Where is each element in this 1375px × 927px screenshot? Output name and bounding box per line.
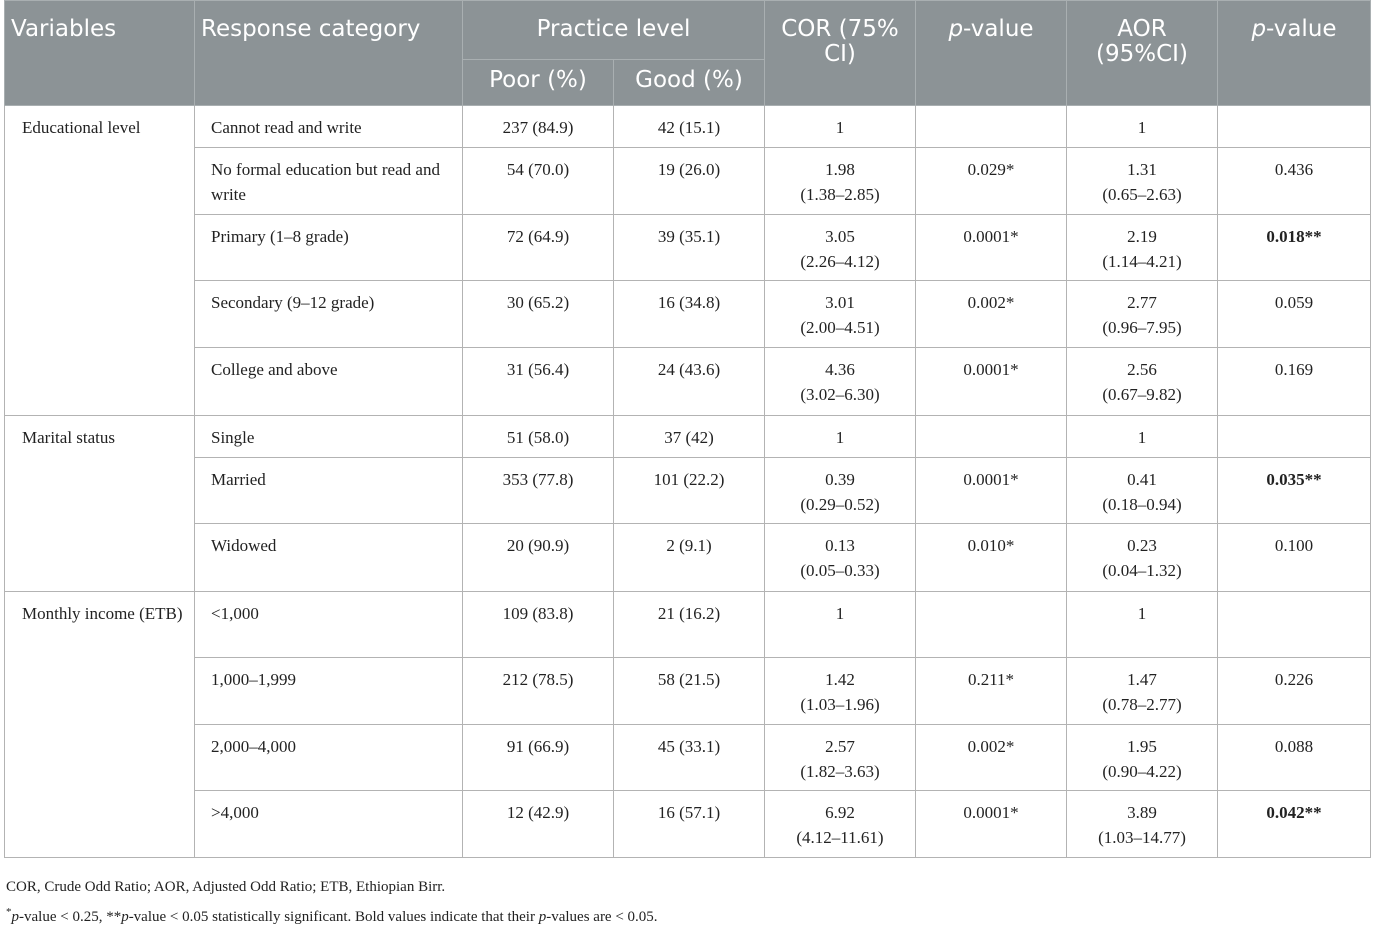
good-cell: 21 (16.2) — [614, 592, 765, 658]
aor-value: 0.23 — [1127, 536, 1157, 555]
p1-cell — [916, 592, 1067, 658]
p2-cell-significant: 0.042** — [1218, 791, 1371, 858]
aor-cell — [1067, 524, 1218, 592]
table-row — [5, 215, 1371, 281]
aor-ci: (0.78–2.77) — [1102, 695, 1182, 714]
good-cell: 42 (15.1) — [614, 106, 765, 148]
cor-value: 6.92 — [825, 803, 855, 822]
category-cell: 1,000–1,999 — [195, 658, 463, 725]
poor-cell: 237 (84.9) — [463, 106, 614, 148]
cor-value: 2.57 — [825, 737, 855, 756]
aor-cell — [1067, 148, 1218, 215]
category-cell: Widowed — [195, 524, 463, 592]
aor-cell — [1067, 416, 1218, 458]
cor-value: 1 — [835, 118, 845, 137]
header-p-value-2-italic: p — [1251, 16, 1267, 42]
cor-cell — [765, 148, 916, 215]
p2-cell — [1218, 416, 1371, 458]
header-practice-level: Practice level — [463, 1, 765, 60]
category-cell: 2,000–4,000 — [195, 725, 463, 791]
table-row — [5, 458, 1371, 524]
table-row — [5, 348, 1371, 416]
variable-cell: Marital status — [5, 416, 195, 592]
header-p-value-2 — [1218, 1, 1371, 106]
aor-ci: (0.04–1.32) — [1102, 561, 1182, 580]
p1-cell: 0.0001* — [916, 348, 1067, 416]
cor-ci: (4.12–11.61) — [796, 828, 884, 847]
footnote-abbreviations: COR, Crude Odd Ratio; AOR, Adjusted Odd Ratio; ETB, Ethiopian Birr. — [6, 879, 446, 895]
aor-ci: (1.03–14.77) — [1098, 828, 1186, 847]
table-row — [5, 148, 1371, 215]
p1-cell: 0.0001* — [916, 458, 1067, 524]
aor-value: 1 — [1137, 118, 1147, 137]
category-cell: College and above — [195, 348, 463, 416]
aor-ci: (1.14–4.21) — [1102, 252, 1182, 271]
footnote-mid-2: -value < 0.05 statistically significant. Bold values indicate that their — [128, 909, 539, 925]
poor-cell: 20 (90.9) — [463, 524, 614, 592]
p2-cell: 0.226 — [1218, 658, 1371, 725]
category-cell: Single — [195, 416, 463, 458]
category-cell: >4,000 — [195, 791, 463, 858]
variable-cell: Educational level — [5, 106, 195, 416]
good-cell: 39 (35.1) — [614, 215, 765, 281]
p2-cell-significant: 0.035** — [1218, 458, 1371, 524]
footnote-star: * — [6, 906, 12, 918]
poor-cell: 212 (78.5) — [463, 658, 614, 725]
poor-cell: 30 (65.2) — [463, 281, 614, 348]
good-cell: 16 (34.8) — [614, 281, 765, 348]
aor-cell — [1067, 658, 1218, 725]
header-p-value-1-italic: p — [948, 16, 964, 42]
poor-cell: 109 (83.8) — [463, 592, 614, 658]
cor-cell — [765, 348, 916, 416]
header-p-value-1 — [916, 1, 1067, 106]
table-row — [5, 524, 1371, 592]
aor-ci: (0.67–9.82) — [1102, 385, 1182, 404]
aor-value: 1 — [1137, 428, 1147, 447]
p2-cell: 0.100 — [1218, 524, 1371, 592]
p1-cell: 0.0001* — [916, 215, 1067, 281]
aor-value: 3.89 — [1127, 803, 1157, 822]
cor-value: 3.01 — [825, 293, 855, 312]
footnote-p-1: p — [11, 909, 19, 925]
table-row — [5, 725, 1371, 791]
category-cell: <1,000 — [195, 592, 463, 658]
aor-value: 2.77 — [1127, 293, 1157, 312]
good-cell: 58 (21.5) — [614, 658, 765, 725]
cor-cell — [765, 215, 916, 281]
header-response-category: Response category — [195, 1, 463, 106]
good-cell: 19 (26.0) — [614, 148, 765, 215]
p2-cell-significant: 0.018** — [1218, 215, 1371, 281]
aor-value: 2.19 — [1127, 227, 1157, 246]
aor-cell — [1067, 348, 1218, 416]
footnote-mid-1: -value < 0.25, ** — [19, 909, 122, 925]
cor-value: 1 — [835, 604, 845, 623]
poor-cell: 353 (77.8) — [463, 458, 614, 524]
good-cell: 37 (42) — [614, 416, 765, 458]
table-row — [5, 658, 1371, 725]
aor-ci: (0.65–2.63) — [1102, 185, 1182, 204]
cor-ci: (0.05–0.33) — [800, 561, 880, 580]
cor-ci: (0.29–0.52) — [800, 495, 880, 514]
cor-value: 0.13 — [825, 536, 855, 555]
table-row — [5, 592, 1371, 658]
footnote-end: -values are < 0.05. — [546, 909, 658, 925]
table-row — [5, 281, 1371, 348]
header-variables: Variables — [5, 1, 195, 106]
cor-cell — [765, 592, 916, 658]
footnote-p-2: p — [121, 909, 129, 925]
category-cell: No formal education but read and write — [195, 148, 463, 215]
aor-value: 2.56 — [1127, 360, 1157, 379]
header-aor: AOR (95%CI) — [1067, 1, 1218, 106]
aor-cell — [1067, 215, 1218, 281]
p1-cell — [916, 416, 1067, 458]
p1-cell: 0.211* — [916, 658, 1067, 725]
aor-ci: (0.18–0.94) — [1102, 495, 1182, 514]
p2-cell: 0.059 — [1218, 281, 1371, 348]
cor-cell — [765, 458, 916, 524]
p1-cell: 0.010* — [916, 524, 1067, 592]
footnote-p-3: p — [538, 909, 547, 925]
p2-cell: 0.436 — [1218, 148, 1371, 215]
aor-value: 1.31 — [1127, 160, 1157, 179]
category-cell: Cannot read and write — [195, 106, 463, 148]
poor-cell: 31 (56.4) — [463, 348, 614, 416]
cor-value: 4.36 — [825, 360, 855, 379]
cor-ci: (2.00–4.51) — [800, 318, 880, 337]
good-cell: 16 (57.1) — [614, 791, 765, 858]
cor-cell — [765, 658, 916, 725]
poor-cell: 12 (42.9) — [463, 791, 614, 858]
header-p-value-2-rest: -value — [1266, 16, 1337, 42]
p1-cell: 0.002* — [916, 725, 1067, 791]
cor-cell — [765, 791, 916, 858]
cor-ci: (3.02–6.30) — [800, 385, 880, 404]
poor-cell: 91 (66.9) — [463, 725, 614, 791]
aor-value: 1.47 — [1127, 670, 1157, 689]
cor-ci: (1.82–3.63) — [800, 762, 880, 781]
aor-cell — [1067, 791, 1218, 858]
table-row — [5, 416, 1371, 458]
header-p-value-1-rest: -value — [963, 16, 1034, 42]
table-row — [5, 106, 1371, 148]
cor-cell — [765, 416, 916, 458]
cor-value: 1.42 — [825, 670, 855, 689]
cor-value: 1.98 — [825, 160, 855, 179]
footnote-significance — [6, 903, 658, 926]
cor-value: 1 — [835, 428, 845, 447]
aor-cell — [1067, 725, 1218, 791]
p2-cell: 0.169 — [1218, 348, 1371, 416]
cor-cell — [765, 725, 916, 791]
p2-cell — [1218, 106, 1371, 148]
p1-cell — [916, 106, 1067, 148]
header-good: Good (%) — [614, 60, 765, 106]
good-cell: 101 (22.2) — [614, 458, 765, 524]
poor-cell: 72 (64.9) — [463, 215, 614, 281]
good-cell: 24 (43.6) — [614, 348, 765, 416]
aor-value: 1.95 — [1127, 737, 1157, 756]
aor-cell — [1067, 106, 1218, 148]
category-cell: Married — [195, 458, 463, 524]
variable-cell: Monthly income (ETB) — [5, 592, 195, 858]
aor-value: 1 — [1137, 604, 1147, 623]
aor-cell — [1067, 458, 1218, 524]
regression-table — [4, 0, 1371, 858]
p1-cell: 0.0001* — [916, 791, 1067, 858]
cor-cell — [765, 106, 916, 148]
cor-ci: (1.03–1.96) — [800, 695, 880, 714]
category-cell: Primary (1–8 grade) — [195, 215, 463, 281]
cor-value: 3.05 — [825, 227, 855, 246]
good-cell: 45 (33.1) — [614, 725, 765, 791]
poor-cell: 54 (70.0) — [463, 148, 614, 215]
cor-value: 0.39 — [825, 470, 855, 489]
p2-cell — [1218, 592, 1371, 658]
cor-ci: (2.26–4.12) — [800, 252, 880, 271]
poor-cell: 51 (58.0) — [463, 416, 614, 458]
good-cell: 2 (9.1) — [614, 524, 765, 592]
cor-cell — [765, 524, 916, 592]
aor-cell — [1067, 281, 1218, 348]
header-cor: COR (75% CI) — [765, 1, 916, 106]
cor-ci: (1.38–2.85) — [800, 185, 880, 204]
table-row — [5, 791, 1371, 858]
aor-cell — [1067, 592, 1218, 658]
p2-cell: 0.088 — [1218, 725, 1371, 791]
p1-cell: 0.002* — [916, 281, 1067, 348]
cor-cell — [765, 281, 916, 348]
header-poor: Poor (%) — [463, 60, 614, 106]
aor-value: 0.41 — [1127, 470, 1157, 489]
aor-ci: (0.96–7.95) — [1102, 318, 1182, 337]
aor-ci: (0.90–4.22) — [1102, 762, 1182, 781]
p1-cell: 0.029* — [916, 148, 1067, 215]
category-cell: Secondary (9–12 grade) — [195, 281, 463, 348]
